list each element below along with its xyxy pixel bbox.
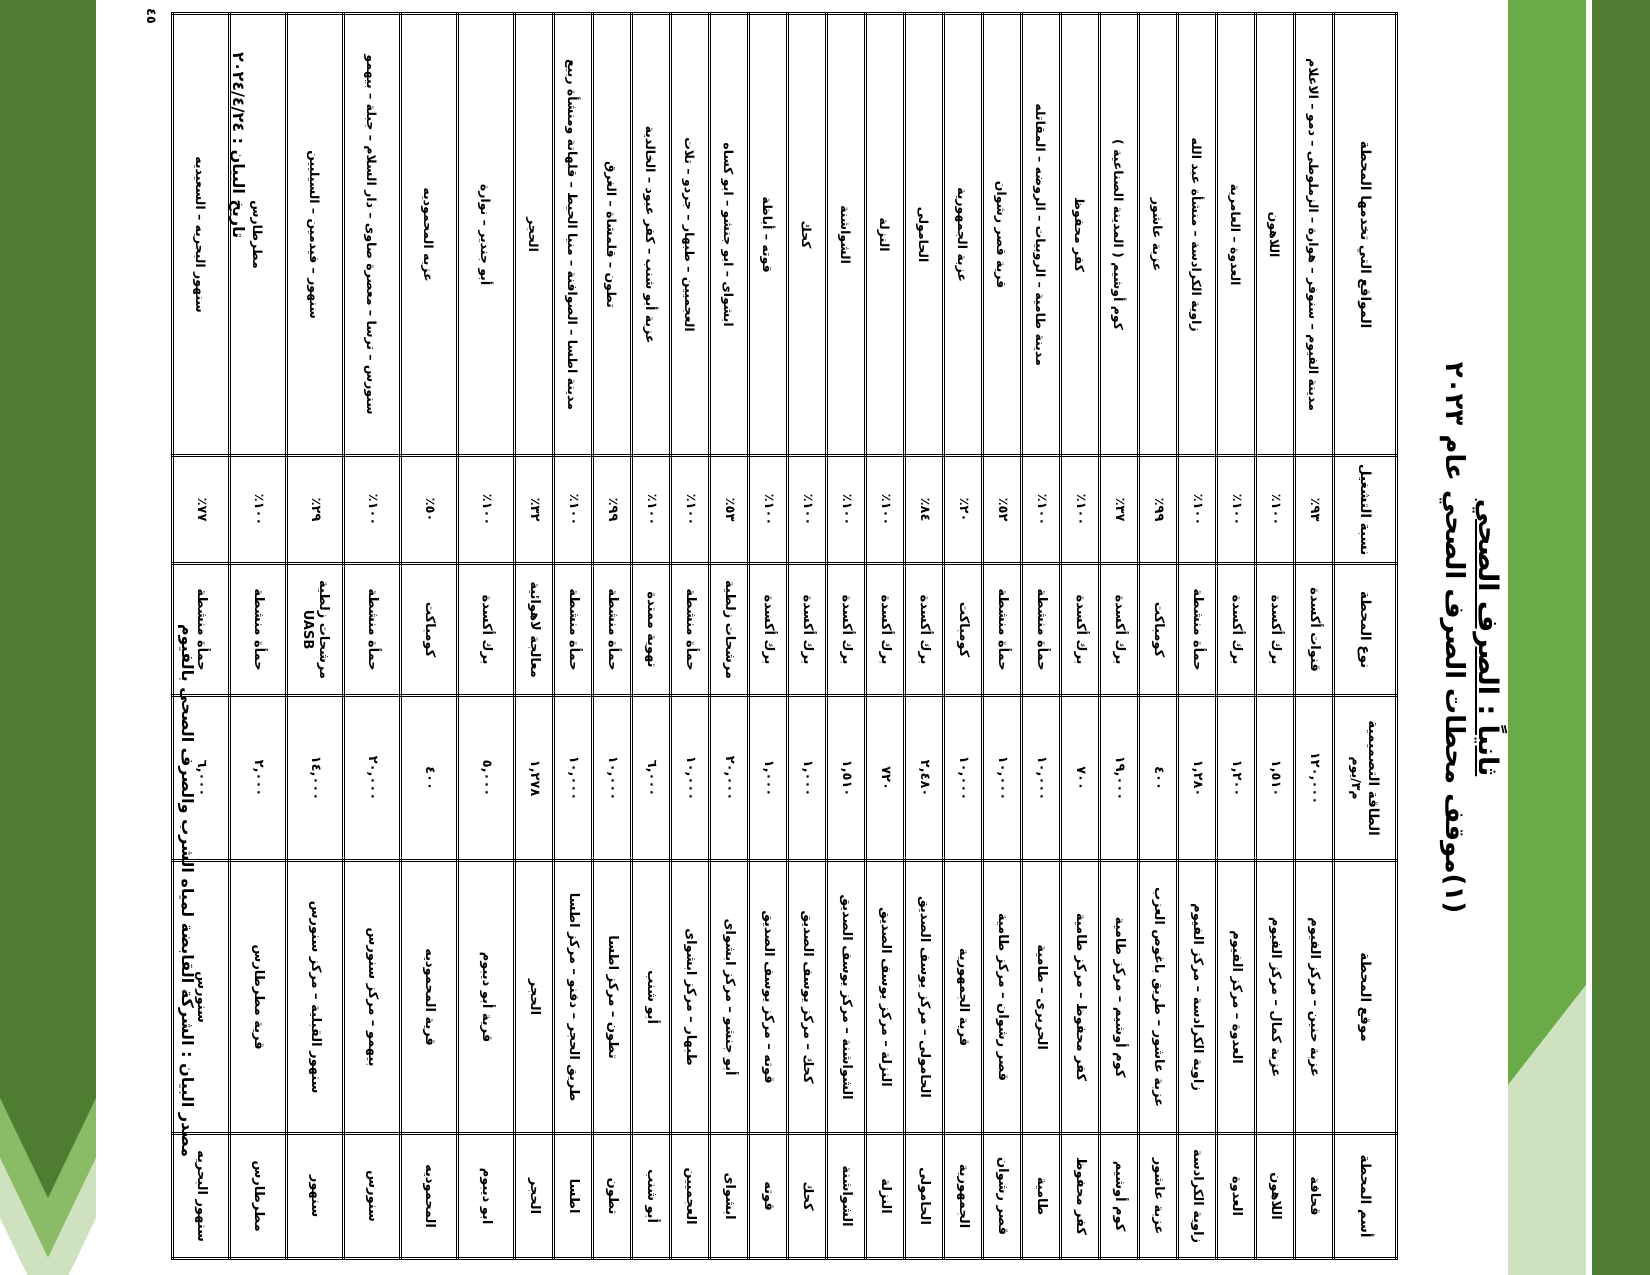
capacity-cell: ١٢٠,٠٠٠ bbox=[1295, 696, 1334, 861]
station-name-cell: ابشواى bbox=[710, 1134, 749, 1259]
type-cell: برك أكسدة bbox=[458, 564, 515, 696]
location-cell: الشواشنة – مركز يوسف الصديق bbox=[827, 861, 866, 1134]
capacity-cell: ١٩,٠٠٠ bbox=[1100, 696, 1139, 861]
table-row bbox=[983, 14, 1022, 1259]
served-cell: العدوة – العامرية bbox=[1217, 14, 1256, 456]
capacity-cell: ٢٠,٠٠٠ bbox=[710, 696, 749, 861]
capacity-cell: ٦,٠٠٠ bbox=[632, 696, 671, 861]
operation-cell: ٪١٠٠ bbox=[230, 456, 287, 564]
header-served: المواقع التي تخدمها المحطة bbox=[1334, 14, 1397, 456]
served-cell: تطون – قلمشاة – الغرق bbox=[593, 14, 632, 456]
stations-table-wrap bbox=[171, 15, 1398, 1260]
operation-cell: ٪١٠٠ bbox=[788, 456, 827, 564]
table-row bbox=[905, 14, 944, 1259]
type-cell: حمأة منشطة bbox=[1022, 564, 1061, 696]
station-name-cell: النزلة bbox=[866, 1134, 905, 1259]
station-name-cell: الحامولى bbox=[905, 1134, 944, 1259]
served-cell: مدينة طامية – الروبيات – الروضه – المقاتله bbox=[1022, 14, 1061, 456]
station-name-cell: قحافة bbox=[1295, 1134, 1334, 1259]
location-cell: عزبة كمال – مركز الفيوم bbox=[1256, 861, 1295, 1134]
table-row bbox=[632, 14, 671, 1259]
operation-cell: ٪٥٢ bbox=[983, 456, 1022, 564]
served-cell: ابشواى – ابو جنشو – ابو كساه bbox=[710, 14, 749, 456]
table-row bbox=[593, 14, 632, 1259]
stations-tbody bbox=[173, 14, 1334, 1259]
operation-cell: ٪١٠٠ bbox=[554, 456, 593, 564]
capacity-cell: ١٠,٠٠٠ bbox=[593, 696, 632, 861]
page-number: ٤٥ bbox=[143, 8, 158, 24]
operation-cell: ٪٥٣ bbox=[710, 456, 749, 564]
capacity-cell: ١٠,٠٠٠ bbox=[671, 696, 710, 861]
operation-cell: ٪١٠٠ bbox=[671, 456, 710, 564]
type-cell: برك أكسدة bbox=[1061, 564, 1100, 696]
capacity-cell: ١,٢٧٨ bbox=[515, 696, 554, 861]
capacity-cell: ٢,٠٠٠ bbox=[230, 696, 287, 861]
served-cell: العجميين – طبهار – جردو – تلات bbox=[671, 14, 710, 456]
location-cell: زاوية الكرادسة – مركز الفيوم bbox=[1178, 861, 1217, 1134]
table-row bbox=[1100, 14, 1139, 1259]
type-cell: تهوية ممتدة bbox=[632, 564, 671, 696]
location-cell: أبو جنشو – مركز ابشواى bbox=[710, 861, 749, 1134]
operation-cell: ٪١٠٠ bbox=[1217, 456, 1256, 564]
report-source: مصدر البيان : الشركة القابضة لمياه الشرب والصرف الصحى بالفيوم bbox=[178, 623, 197, 1157]
table-row bbox=[671, 14, 710, 1259]
operation-cell: ٪٧٧ bbox=[173, 456, 230, 564]
header-type: نوع المحطة bbox=[1334, 564, 1397, 696]
location-cell: الحامولى – مركز يوسف الصديق bbox=[905, 861, 944, 1134]
operation-cell: ٪٩٩ bbox=[593, 456, 632, 564]
capacity-cell: ١,٠٠٠ bbox=[749, 696, 788, 861]
station-name-cell: اطسا bbox=[554, 1134, 593, 1259]
header-station-name: أسم المحطة bbox=[1334, 1134, 1397, 1259]
served-cell: النزلة bbox=[866, 14, 905, 456]
served-cell: سنهور – فيدمين – السيليين bbox=[287, 14, 344, 456]
operation-cell: ٪٣٧ bbox=[1100, 456, 1139, 564]
station-name-cell: سنورس bbox=[344, 1134, 401, 1259]
location-cell: العدوة – مركز الفيوم bbox=[1217, 861, 1256, 1134]
type-cell: كومباكت bbox=[401, 564, 458, 696]
location-cell: قرية الجمهورية bbox=[944, 861, 983, 1134]
location-cell: النزلة – مركز يوسف الصديق bbox=[866, 861, 905, 1134]
served-cell: كحك bbox=[788, 14, 827, 456]
capacity-cell: ٢٠,٠٠٠ bbox=[344, 696, 401, 861]
capacity-cell: ٧٢٠ bbox=[866, 696, 905, 861]
capacity-cell: ٥,٠٠٠ bbox=[458, 696, 515, 861]
station-name-cell: كفر محفوظ bbox=[1061, 1134, 1100, 1259]
station-name-cell: عزبة عاشور bbox=[1139, 1134, 1178, 1259]
operation-cell: ٪١٠٠ bbox=[632, 456, 671, 564]
location-cell: قرية مطرطارس bbox=[230, 861, 287, 1134]
served-cell: كوم أوشيم ( المدينة الصناعية ) bbox=[1100, 14, 1139, 456]
station-name-cell: تطون bbox=[593, 1134, 632, 1259]
table-row bbox=[710, 14, 749, 1259]
station-name-cell: مطرطارس bbox=[230, 1134, 287, 1259]
operation-cell: ٪٢٩ bbox=[287, 456, 344, 564]
location-cell: قرية المحموديه bbox=[401, 861, 458, 1134]
location-cell: تطون – مركز اطسا bbox=[593, 861, 632, 1134]
type-cell: حمأة منشطة bbox=[344, 564, 401, 696]
type-cell: مرشحات زلطية UASB bbox=[287, 564, 344, 696]
capacity-cell: ١,٢٠٠ bbox=[1217, 696, 1256, 861]
operation-cell: ٪٣٢ bbox=[515, 456, 554, 564]
type-cell: حمأة منشطة bbox=[593, 564, 632, 696]
location-cell: كحك – مركز يوسف الصديق bbox=[788, 861, 827, 1134]
type-cell: حمأة منشطة bbox=[230, 564, 287, 696]
location-cell: عزبة عاشور – طريق باغوص العزب bbox=[1139, 861, 1178, 1134]
capacity-cell: ١٠,٠٠٠ bbox=[983, 696, 1022, 861]
station-name-cell: زاوية الكرادسة bbox=[1178, 1134, 1217, 1259]
table-row bbox=[401, 14, 458, 1259]
capacity-cell: ١٠,٠٠٠ bbox=[1022, 696, 1061, 861]
operation-cell: ٪١٠٠ bbox=[749, 456, 788, 564]
type-cell: كومباكت bbox=[1139, 564, 1178, 696]
operation-cell: ٪١٠٠ bbox=[866, 456, 905, 564]
table-row bbox=[788, 14, 827, 1259]
served-cell: الحامولى bbox=[905, 14, 944, 456]
type-cell: برك أكسدة bbox=[1100, 564, 1139, 696]
type-cell: حمأة منشطة bbox=[1178, 564, 1217, 696]
capacity-cell: ١,٥١٠ bbox=[827, 696, 866, 861]
table-row bbox=[1061, 14, 1100, 1259]
header-row bbox=[1334, 14, 1397, 1259]
station-name-cell: سنهور البحريه bbox=[173, 1134, 230, 1259]
served-cell: قرية قصر رشوان bbox=[983, 14, 1022, 456]
operation-cell: ٪١٠٠ bbox=[1061, 456, 1100, 564]
type-cell: حمأة منشطة bbox=[173, 564, 230, 696]
operation-cell: ٪١٠٠ bbox=[1022, 456, 1061, 564]
stations-table bbox=[171, 12, 1398, 1260]
type-cell: برك أكسدة bbox=[749, 564, 788, 696]
table-row bbox=[458, 14, 515, 1259]
type-cell: برك أكسدة bbox=[1256, 564, 1295, 696]
operation-cell: ٪٩٣ bbox=[1295, 456, 1334, 564]
location-cell: طريق الحجر – دفنو – مركز اطسا bbox=[554, 861, 593, 1134]
table-row bbox=[1295, 14, 1334, 1259]
type-cell: مرشحات زلطية bbox=[710, 564, 749, 696]
location-cell: قوته – مركز يوسف الصديق bbox=[749, 861, 788, 1134]
station-name-cell: قصر رشوان bbox=[983, 1134, 1022, 1259]
served-cell: عزبة أبو شنب – كفر عبود – الخالدية bbox=[632, 14, 671, 456]
location-cell: الحجر bbox=[515, 861, 554, 1134]
station-name-cell: سنهور bbox=[287, 1134, 344, 1259]
footer-bar-arrow-icon bbox=[0, 0, 96, 1245]
header-capacity-label: الطاقة التصميمية bbox=[1365, 720, 1382, 836]
capacity-cell: ١٤,٠٠٠ bbox=[287, 696, 344, 861]
table-row bbox=[1178, 14, 1217, 1259]
operation-cell: ٪١٠٠ bbox=[827, 456, 866, 564]
operation-cell: ٪١٠٠ bbox=[1256, 456, 1295, 564]
capacity-cell: ١,٠٠٠ bbox=[788, 696, 827, 861]
capacity-cell: ١,٢٨٠ bbox=[1178, 696, 1217, 861]
served-cell: مدينة الفيوم – سنوفر – هوارة – الزملوطى – دمو – الاعلام bbox=[1295, 14, 1334, 456]
served-cell: مطرطارس bbox=[230, 14, 287, 456]
location-cell: قصر رشوان – مركز طامية bbox=[983, 861, 1022, 1134]
station-name-cell: الشواشنة bbox=[827, 1134, 866, 1259]
type-cell: برك أكسدة bbox=[866, 564, 905, 696]
table-row bbox=[827, 14, 866, 1259]
location-cell: سنورس bbox=[173, 861, 230, 1134]
header-capacity-unit: م٣/يوم bbox=[1349, 756, 1365, 800]
table-row bbox=[287, 14, 344, 1259]
capacity-cell: ٧٠٠ bbox=[1061, 696, 1100, 861]
table-row bbox=[1022, 14, 1061, 1259]
report-date-label: تاريخ البيان : bbox=[229, 137, 248, 239]
served-cell: أبو جندير – نوارة bbox=[458, 14, 515, 456]
title-line-1: ثانياً : الصرف الصحي bbox=[1472, 498, 1503, 777]
table-row bbox=[749, 14, 788, 1259]
operation-cell: ٪١٠٠ bbox=[458, 456, 515, 564]
type-cell: حمأة منشطة bbox=[671, 564, 710, 696]
type-cell: برك أكسدة bbox=[788, 564, 827, 696]
station-name-cell: الحجر bbox=[515, 1134, 554, 1259]
served-cell: قوته – أباظة bbox=[749, 14, 788, 456]
type-cell: حمأة منشطة bbox=[554, 564, 593, 696]
table-row bbox=[1139, 14, 1178, 1259]
station-name-cell: ابو ديبوم bbox=[458, 1134, 515, 1259]
green-footer-chevrons bbox=[0, 0, 110, 1275]
operation-cell: ٪٥٠ bbox=[401, 456, 458, 564]
type-cell: كومباكت bbox=[944, 564, 983, 696]
served-cell: زاوية الكرادسة – منشأة عبد الله bbox=[1178, 14, 1217, 456]
title-line-2: (١)موقف محطات الصرف الصحي عام ٢٠٢٣ bbox=[1439, 361, 1470, 914]
operation-cell: ٪٩٩ bbox=[1139, 456, 1178, 564]
table-row bbox=[1256, 14, 1295, 1259]
served-cell: الشواشنة bbox=[827, 14, 866, 456]
operation-cell: ٪٢٠ bbox=[944, 456, 983, 564]
page-title bbox=[1438, 0, 1504, 1275]
location-cell: قرية أبو ديبوم bbox=[458, 861, 515, 1134]
report-date-value: ٢٠٢٤/٤/٢٤ bbox=[229, 52, 248, 133]
served-cell: عزبة الجمهورية bbox=[944, 14, 983, 456]
capacity-cell: ٦,٠٠٠ bbox=[173, 696, 230, 861]
table-row bbox=[944, 14, 983, 1259]
capacity-cell: ٢,٤٨٠ bbox=[905, 696, 944, 861]
operation-cell: ٪٨٤ bbox=[905, 456, 944, 564]
served-cell: عزبه المحموديه bbox=[401, 14, 458, 456]
capacity-cell: ١٠,٠٠٠ bbox=[944, 696, 983, 861]
served-cell: كفر محفوظ bbox=[1061, 14, 1100, 456]
station-name-cell: كحك bbox=[788, 1134, 827, 1259]
green-banner bbox=[1508, 0, 1650, 1275]
capacity-cell: ٤٠٠ bbox=[401, 696, 458, 861]
type-cell: معالجة لاهوائية bbox=[515, 564, 554, 696]
type-cell: برك أكسدة bbox=[827, 564, 866, 696]
report-date bbox=[229, 52, 248, 238]
station-name-cell: العجميين bbox=[671, 1134, 710, 1259]
header-capacity bbox=[1334, 696, 1397, 861]
header-operation: نسبة التشغيل bbox=[1334, 456, 1397, 564]
capacity-cell: ١٠,٠٠٠ bbox=[554, 696, 593, 861]
table-row bbox=[1217, 14, 1256, 1259]
table-row bbox=[866, 14, 905, 1259]
served-cell: عزبة عاشور bbox=[1139, 14, 1178, 456]
station-name-cell: العدوة bbox=[1217, 1134, 1256, 1259]
station-name-cell: أبو شنب bbox=[632, 1134, 671, 1259]
operation-cell: ٪١٠٠ bbox=[344, 456, 401, 564]
location-cell: عزبة حنين – مركز الفيوم bbox=[1295, 861, 1334, 1134]
station-name-cell: كوم أوشيم bbox=[1100, 1134, 1139, 1259]
station-name-cell: طامية bbox=[1022, 1134, 1061, 1259]
location-cell: أبو شنب bbox=[632, 861, 671, 1134]
location-cell: سنهور القبلية – مركز سنورس bbox=[287, 861, 344, 1134]
station-name-cell: قوته bbox=[749, 1134, 788, 1259]
location-cell: طبهار – مركز ابشواى bbox=[671, 861, 710, 1134]
location-cell: بيهمو – مركز سنورس bbox=[344, 861, 401, 1134]
station-name-cell: المحموديه bbox=[401, 1134, 458, 1259]
location-cell: كفر محفوظ – مركز طامية bbox=[1061, 861, 1100, 1134]
served-cell: اللاهون bbox=[1256, 14, 1295, 456]
table-row bbox=[554, 14, 593, 1259]
served-cell: سنهور البحريه – السعيديه bbox=[173, 14, 230, 456]
type-cell: حمأة منشطة bbox=[983, 564, 1022, 696]
location-cell: كوم أوشيم – مركز طامية bbox=[1100, 861, 1139, 1134]
station-name-cell: اللاهون bbox=[1256, 1134, 1295, 1259]
station-name-cell: الجمهورية bbox=[944, 1134, 983, 1259]
operation-cell: ٪١٠٠ bbox=[1178, 456, 1217, 564]
location-cell: الحريرى – طامية bbox=[1022, 861, 1061, 1134]
header-location: موقع المحطة bbox=[1334, 861, 1397, 1134]
type-cell: برك أكسدة bbox=[1217, 564, 1256, 696]
type-cell: برك أكسدة bbox=[905, 564, 944, 696]
capacity-cell: ٤٠٠ bbox=[1139, 696, 1178, 861]
served-cell: سنورس – ترسا – معصرة صاوى – دار السلام – جبلة – بيهمو bbox=[344, 14, 401, 456]
capacity-cell: ١,٥١٠ bbox=[1256, 696, 1295, 861]
table-row bbox=[515, 14, 554, 1259]
served-cell: الحجر bbox=[515, 14, 554, 456]
type-cell: قنوات أكسدة bbox=[1295, 564, 1334, 696]
table-row bbox=[344, 14, 401, 1259]
served-cell: مدينة اطسا – الصوافنة – منيا الحيط – قلهانة ومنشأة ربيع bbox=[554, 14, 593, 456]
